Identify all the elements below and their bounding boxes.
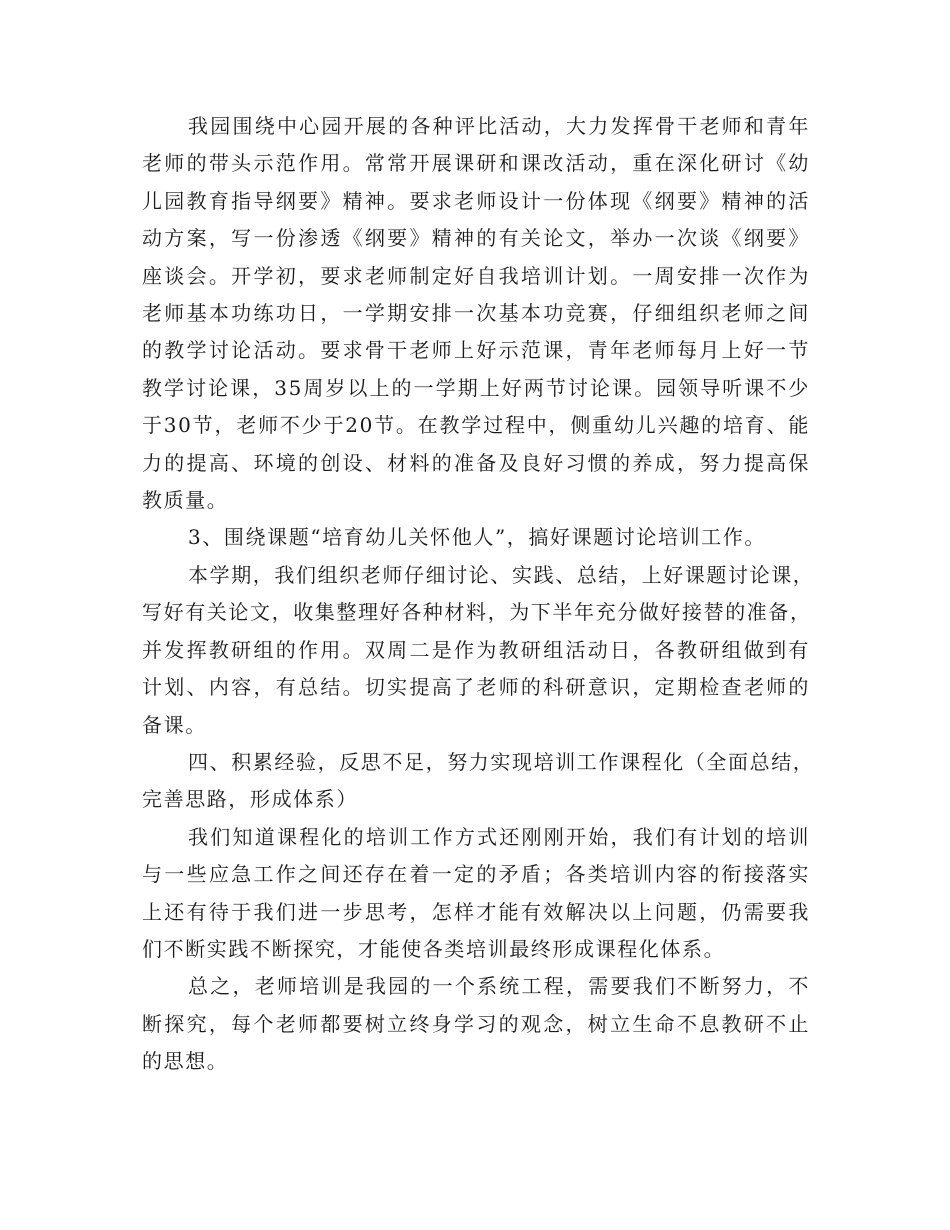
paragraph-conclusion	[142, 968, 810, 1080]
section-heading: 完善思路，形成体系）	[142, 787, 358, 812]
text-line: 的教学讨论活动。要求骨干老师上好示范课，青年老师每月上好一节	[142, 338, 810, 363]
text-line: 老师基本功练功日，一学期安排一次基本功竞赛，仔细组织老师之间	[142, 301, 810, 326]
text-line: 我园围绕中心园开展的各种评比活动，大力发挥骨干老师和青年	[188, 114, 810, 138]
text-line: 总之，老师培训是我园的一个系统工程，需要我们不断努力，不	[188, 974, 810, 999]
paragraph-semester-research	[142, 557, 815, 744]
text-line: 老师的带头示范作用。常常开展课研和课改活动，重在深化研讨《幼	[142, 151, 810, 176]
text-line: 与一些应急工作之间还存在着一定的矛盾；各类培训内容的衔接落实	[142, 862, 810, 887]
section-heading: 3、围绕课题“培育幼儿关怀他人”，搞好课题讨论培训工作。	[188, 525, 766, 550]
text-line: 儿园教育指导纲要》精神。要求老师设计一份体现《纲要》精神的活	[142, 188, 810, 213]
text-line: 并发挥教研组的作用。双周二是作为教研组活动日，各教研组做到有	[142, 637, 810, 662]
text-line: 本学期，我们组织老师仔细讨论、实践、总结，上好课题讨论课，	[188, 562, 815, 587]
text-line: 教学讨论课，35周岁以上的一学期上好两节讨论课。园领导听课不少	[142, 375, 810, 400]
text-line: 计划、内容，有总结。切实提高了老师的科研意识，定期检查老师的	[142, 675, 810, 700]
document-body	[142, 108, 815, 1081]
text-line: 教质量。	[142, 488, 229, 513]
text-line: 动方案，写一份渗透《纲要》精神的有关论文，举办一次谈《纲要》	[142, 226, 810, 251]
text-line: 于30节，老师不少于20节。在教学过程中，侧重幼儿兴趣的培育、能	[142, 413, 810, 438]
text-line: 断探究，每个老师都要树立终身学习的观念，树立生命不息教研不止	[142, 1011, 810, 1036]
text-line: 备课。	[142, 712, 207, 737]
paragraph-evaluation-activities	[142, 108, 810, 519]
text-line: 我们知道课程化的培训工作方式还刚刚开始，我们有计划的培训	[188, 824, 810, 849]
section-heading: 四、积累经验，反思不足，努力实现培训工作课程化（全面总结，	[188, 749, 815, 774]
text-line: 力的提高、环境的创设、材料的准备及良好习惯的养成，努力提高保	[142, 450, 810, 475]
paragraph-section-3-heading	[142, 519, 810, 556]
text-line: 的思想。	[142, 1049, 229, 1074]
paragraph-curriculum-training	[142, 819, 810, 969]
paragraph-section-4-heading	[142, 744, 815, 819]
text-line: 写好有关论文，收集整理好各种材料，为下半年充分做好接替的准备，	[142, 600, 812, 625]
text-line: 座谈会。开学初，要求老师制定好自我培训计划。一周安排一次作为	[142, 263, 810, 288]
text-line: 们不断实践不断探究，才能使各类培训最终形成课程化体系。	[142, 936, 726, 961]
text-line: 上还有待于我们进一步思考，怎样才能有效解决以上问题，仍需要我	[142, 899, 810, 924]
